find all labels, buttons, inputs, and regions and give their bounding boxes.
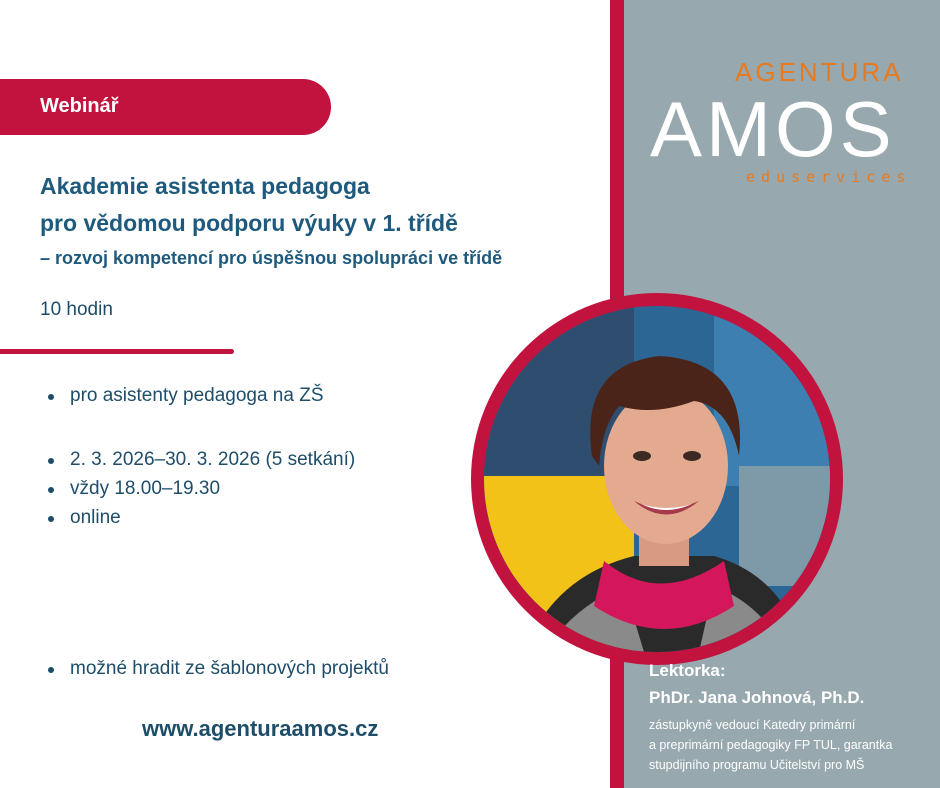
lector-label: Lektorka: [649,661,726,680]
bullet-time-text: vždy 18.00–19.30 [70,478,221,499]
course-title-line2: pro vědomou podporu výuky v 1. třídě [40,210,458,236]
bullet-dot-icon [48,487,54,493]
lector-desc-line2: a preprimární pedagogiky FP TUL, garantka [649,738,893,752]
lector-photo [484,306,830,652]
course-hours: 10 hodin [40,299,113,320]
divider [0,349,234,354]
lector-desc-line1: zástupkyně vedoucí Katedry primární [649,718,856,732]
course-subtitle: – rozvoj kompetencí pro úspěšnou spolupráci ve třídě [40,248,503,268]
logo-eduservices: eduservices [746,168,912,186]
course-title-line1: Akademie asistenta pedagoga [40,173,370,199]
webinar-badge-label: Webinář [40,95,119,117]
lector-portrait-icon [484,306,830,652]
bullet-dot-icon [48,516,54,522]
bullet-dot-icon [48,458,54,464]
bullet-format-text: online [70,507,121,528]
bullet-dates-text: 2. 3. 2026–30. 3. 2026 (5 setkání) [70,449,356,470]
lector-name: PhDr. Jana Johnová, Ph.D. [649,688,865,707]
lector-desc-line3: stupdijního programu Učitelství pro MŠ [649,758,865,772]
logo-amos: AMOS [650,85,896,173]
bullet-funding-text: možné hradit ze šablonových projektů [70,658,389,679]
bullet-dot-icon [48,394,54,400]
logo-agentura: AGENTURA [735,57,904,87]
website-link[interactable]: www.agenturaamos.cz [142,716,379,741]
bullet-audience-text: pro asistenty pedagoga na ZŠ [70,385,324,406]
webinar-badge [0,79,331,135]
bullet-dot-icon [48,667,54,673]
